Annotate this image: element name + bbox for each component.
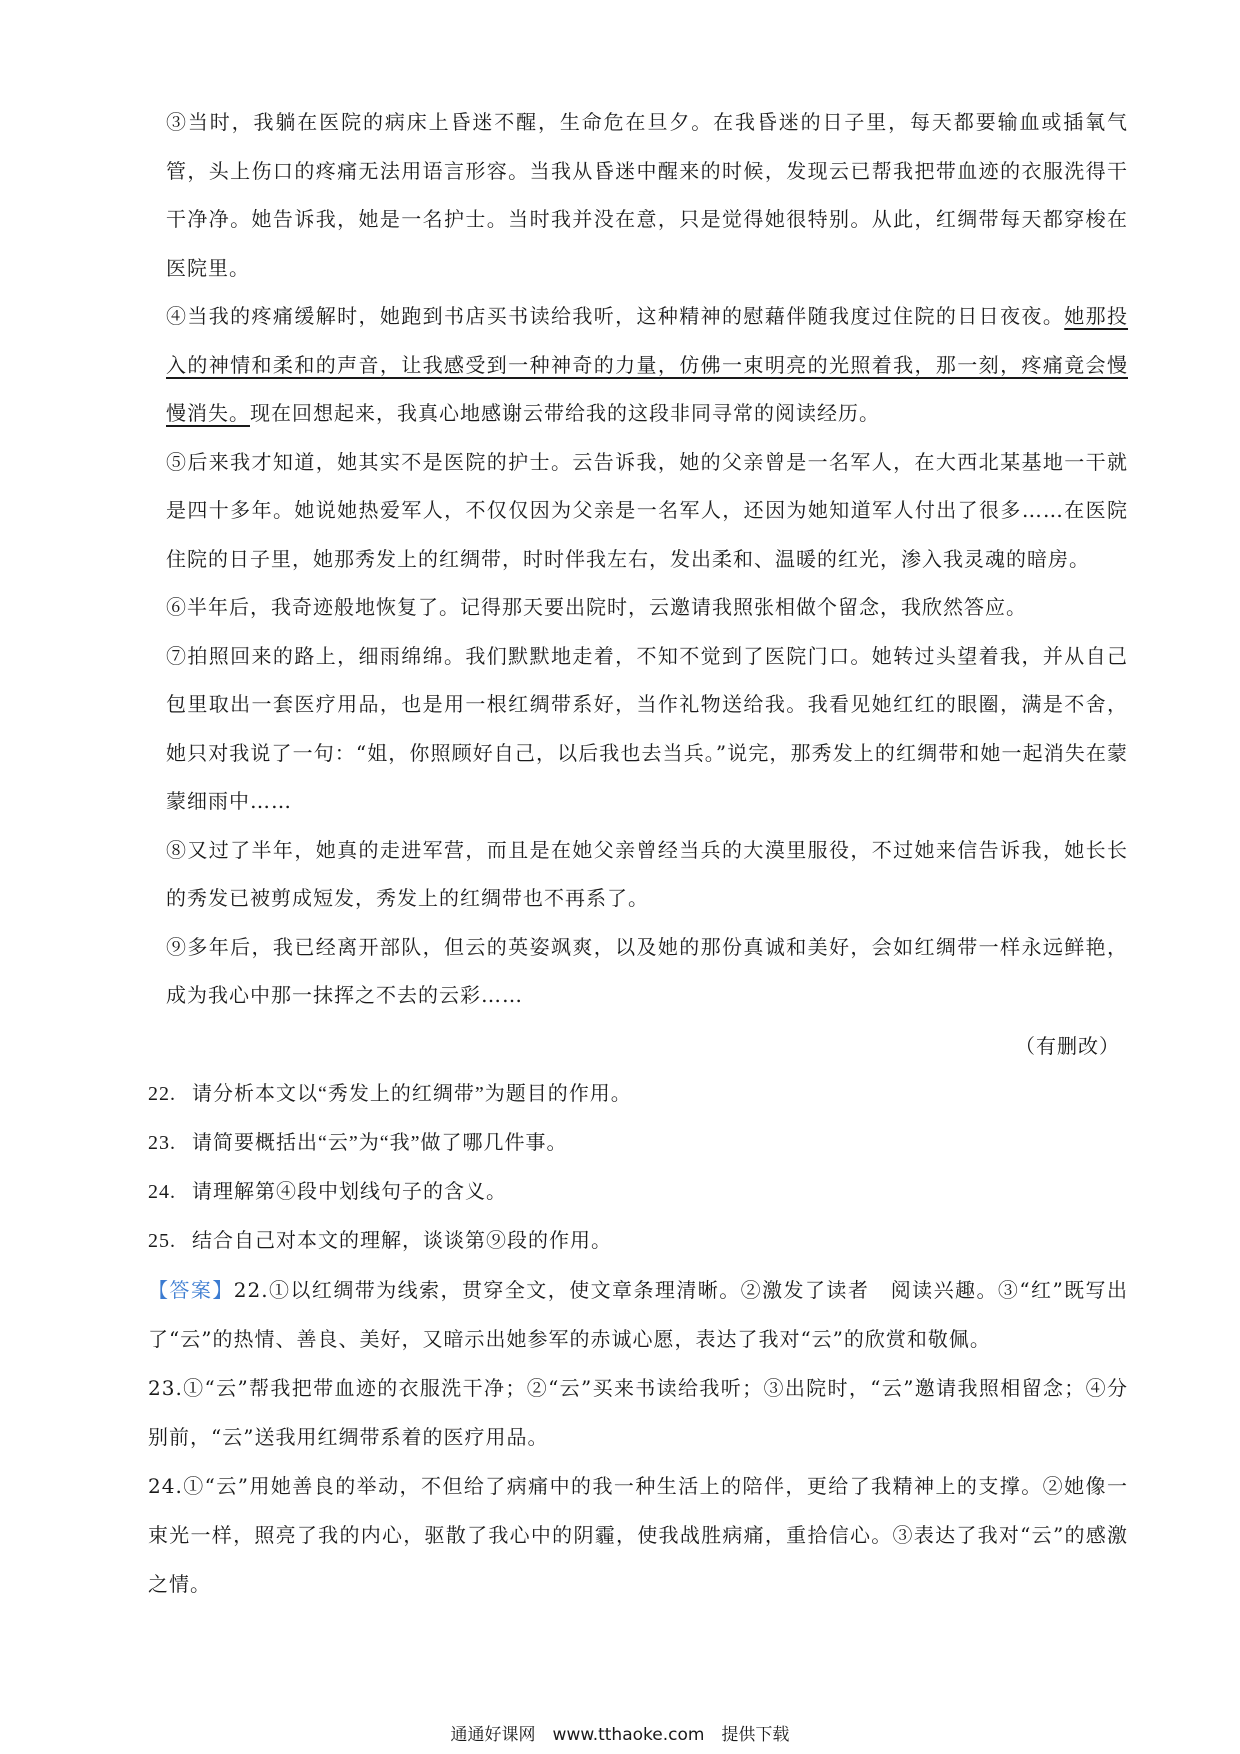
question-text: 请简要概括出“云”为“我”做了哪几件事。 bbox=[192, 1131, 568, 1154]
answer-24: 24.①“云”用她善良的举动，不但给了病痛中的我一种生活上的陪伴，更给了我精神上的支撑。②她像一束光一样，照亮了我的内心，驱散了我心中的阴霾，使我战胜病痛，重拾信心。③表达了我对“云”的感激之情。 bbox=[148, 1473, 1128, 1596]
underlined-sentence: 她那投入的神情和柔和的声音，让我感受到一种神奇的力量，仿佛一束明亮的光照着我，那一刻，疼痛竟会慢慢消失。 bbox=[166, 304, 1129, 425]
answer-22 bbox=[148, 1266, 1128, 1364]
question-24 bbox=[148, 1168, 1128, 1217]
answer-23: 23.①“云”帮我把带血迹的衣服洗干净；②“云”买来书读给我听；③出院时，“云”邀请我照相留念；④分别前，“云”送我用红绸带系着的医疗用品。 bbox=[148, 1375, 1128, 1449]
paragraph-4 bbox=[148, 292, 1128, 438]
question-number: 23. bbox=[148, 1131, 176, 1154]
paragraph-9: ⑨多年后，我已经离开部队，但云的英姿飒爽，以及她的那份真诚和美好，会如红绸带一样永远鲜艳，成为我心中那一抹挥之不去的云彩…… bbox=[166, 934, 1128, 1007]
answer-22-text: 22.①以红绸带为线索，贯穿全文，使文章条理清晰。②激发了读者 阅读兴趣。③“红”既写出了“云”的热情、善良、美好，又暗示出她参军的赤诚心愿，表达了我对“云”的欣赏和敬佩。 bbox=[148, 1277, 1129, 1351]
paragraph-3: ③当时，我躺在医院的病床上昏迷不醒，生命危在旦夕。在我昏迷的日子里，每天都要输血或插氧气管，头上伤口的疼痛无法用语言形容。当我从昏迷中醒来的时候，发现云已帮我把带血迹的衣服洗得干干净净。她告诉我，她是一名护士。当时我并没在意，只是觉得她很特别。从此，红绸带每天都穿梭在医院里。 bbox=[166, 110, 1128, 280]
page-content bbox=[148, 98, 1128, 1609]
question-text: 请理解第④段中划线句子的含义。 bbox=[192, 1180, 507, 1203]
question-25 bbox=[148, 1217, 1128, 1266]
paragraph-7: ⑦拍照回来的路上，细雨绵绵。我们默默地走着，不知不觉到了医院门口。她转过头望着我，并从自己包里取出一套医疗用品，也是用一根红绸带系好，当作礼物送给我。我看见她红红的眼圈，满是不舍，她只对我说了一句：“姐，你照顾好自己，以后我也去当兵。”说完，那秀发上的红绸带和她一起消失在蒙蒙细雨中…… bbox=[166, 643, 1128, 813]
question-23 bbox=[148, 1119, 1128, 1168]
question-text: 请分析本文以“秀发上的红绸带”为题目的作用。 bbox=[192, 1082, 632, 1105]
page-footer: 通通好课网 www.tthaoke.com 提供下载 bbox=[450, 1725, 790, 1745]
question-text: 结合自己对本文的理解，谈谈第⑨段的作用。 bbox=[192, 1229, 612, 1252]
edit-note: （有删改） bbox=[1015, 1033, 1120, 1058]
question-22 bbox=[148, 1070, 1128, 1119]
paragraph-6: ⑥半年后，我奇迹般地恢复了。记得那天要出院时，云邀请我照张相做个留念，我欣然答应。 bbox=[166, 595, 1027, 619]
paragraph-8: ⑧又过了半年，她真的走进军营，而且是在她父亲曾经当兵的大漠里服役，不过她来信告诉我，她长长的秀发已被剪成短发，秀发上的红绸带也不再系了。 bbox=[166, 837, 1128, 910]
paragraph-4-rest: 现在回想起来，我真心地感谢云带给我的这段非同寻常的阅读经历。 bbox=[250, 401, 880, 425]
question-number: 22. bbox=[148, 1082, 176, 1105]
paragraph-5: ⑤后来我才知道，她其实不是医院的护士。云告诉我，她的父亲曾是一名军人，在大西北某基地一干就是四十多年。她说她热爱军人，不仅仅因为父亲是一名军人，还因为她知道军人付出了很多……在医院住院的日子里，她那秀发上的红绸带，时时伴我左右，发出柔和、温暖的红光，渗入我灵魂的暗房。 bbox=[166, 449, 1128, 571]
paragraph-4-text: ④当我的疼痛缓解时，她跑到书店买书读给我听，这种精神的慰藉伴随我度过住院的日日夜夜。 bbox=[166, 304, 1065, 328]
answer-tag: 【答案】 bbox=[148, 1277, 234, 1302]
question-number: 24. bbox=[148, 1180, 176, 1203]
question-number: 25. bbox=[148, 1229, 176, 1252]
